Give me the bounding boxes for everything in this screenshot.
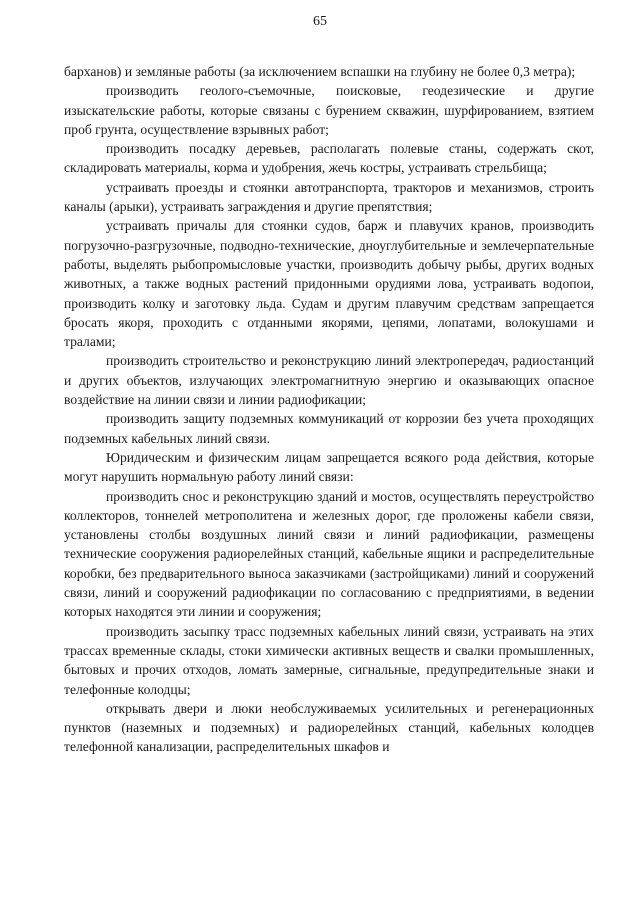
paragraph: устраивать причалы для стоянки судов, барж и плавучих кранов, производить погрузочно-разгрузочные, подводно-технические, дноуглубительные и землечерпательные работы, выделять рыбопромысловые участки, производить добычу рыбы, других водных животных, а также водных растений придонными орудиями лова, устраивать водопои, производить колку и заготовку льда. Судам и другим плавучим средствам запрещается бросать якоря, проходить с отданными якорями, цепями, лопатами, волокушами и тралами; bbox=[64, 218, 594, 350]
paragraph: производить снос и реконструкцию зданий и мостов, осуществлять переустройство коллекторов, тоннелей метрополитена и железных дорог, где проложены кабели связи, установлены столбы воздушных линий связи и линий радиофикации, размещены технические сооружения радиорелейных станций, кабельные ящики и распределительные коробки, без предварительного выноса заказчиками (застройщиками) линий и сооружений связи, линий и сооружений радиофикации по согласованию с предприятиями, в ведении которых находятся эти линии и сооружения; bbox=[64, 488, 594, 620]
document-body bbox=[64, 62, 594, 757]
paragraph: Юридическим и физическим лицам запрещается всякого рода действия, которые могут нарушить нормальную работу линий связи: bbox=[64, 449, 594, 485]
page-number: 65 bbox=[313, 14, 327, 29]
paragraph: производить строительство и реконструкцию линий электропередач, радиостанций и других объектов, излучающих электромагнитную энергию и оказывающих опасное воздействие на линии связи и линии радиофикации; bbox=[64, 353, 594, 408]
paragraph: устраивать проезды и стоянки автотранспорта, тракторов и механизмов, строить каналы (арыки), устраивать заграждения и другие препятствия; bbox=[64, 179, 594, 215]
paragraph: открывать двери и люки необслуживаемых усилительных и регенерационных пунктов (наземных и подземных) и радиорелейных станций, кабельных колодцев телефонной канализации, распределительных шкафов и bbox=[64, 700, 594, 755]
paragraph: производить защиту подземных коммуникаций от коррозии без учета проходящих подземных кабельных линий связи. bbox=[64, 411, 594, 446]
paragraph: производить засыпку трасс подземных кабельных линий связи, устраивать на этих трассах временные склады, стоки химически активных веществ и свалки промышленных, бытовых и прочих отходов, ломать замерные, сигнальные, предупредительные знаки и телефонные колодцы; bbox=[64, 623, 594, 697]
paragraph: производить посадку деревьев, располагать полевые станы, содержать скот, складировать материалы, корма и удобрения, жечь костры, устраивать стрельбища; bbox=[64, 141, 594, 176]
paragraph: барханов) и земляные работы (за исключением вспашки на глубину не более 0,3 метра); bbox=[64, 64, 576, 79]
paragraph: производить геолого-съемочные, поисковые, геодезические и другие изыскательские работы, которые связаны с бурением скважин, шурфированием, взятием проб грунта, осуществление взрывных работ; bbox=[64, 83, 594, 137]
